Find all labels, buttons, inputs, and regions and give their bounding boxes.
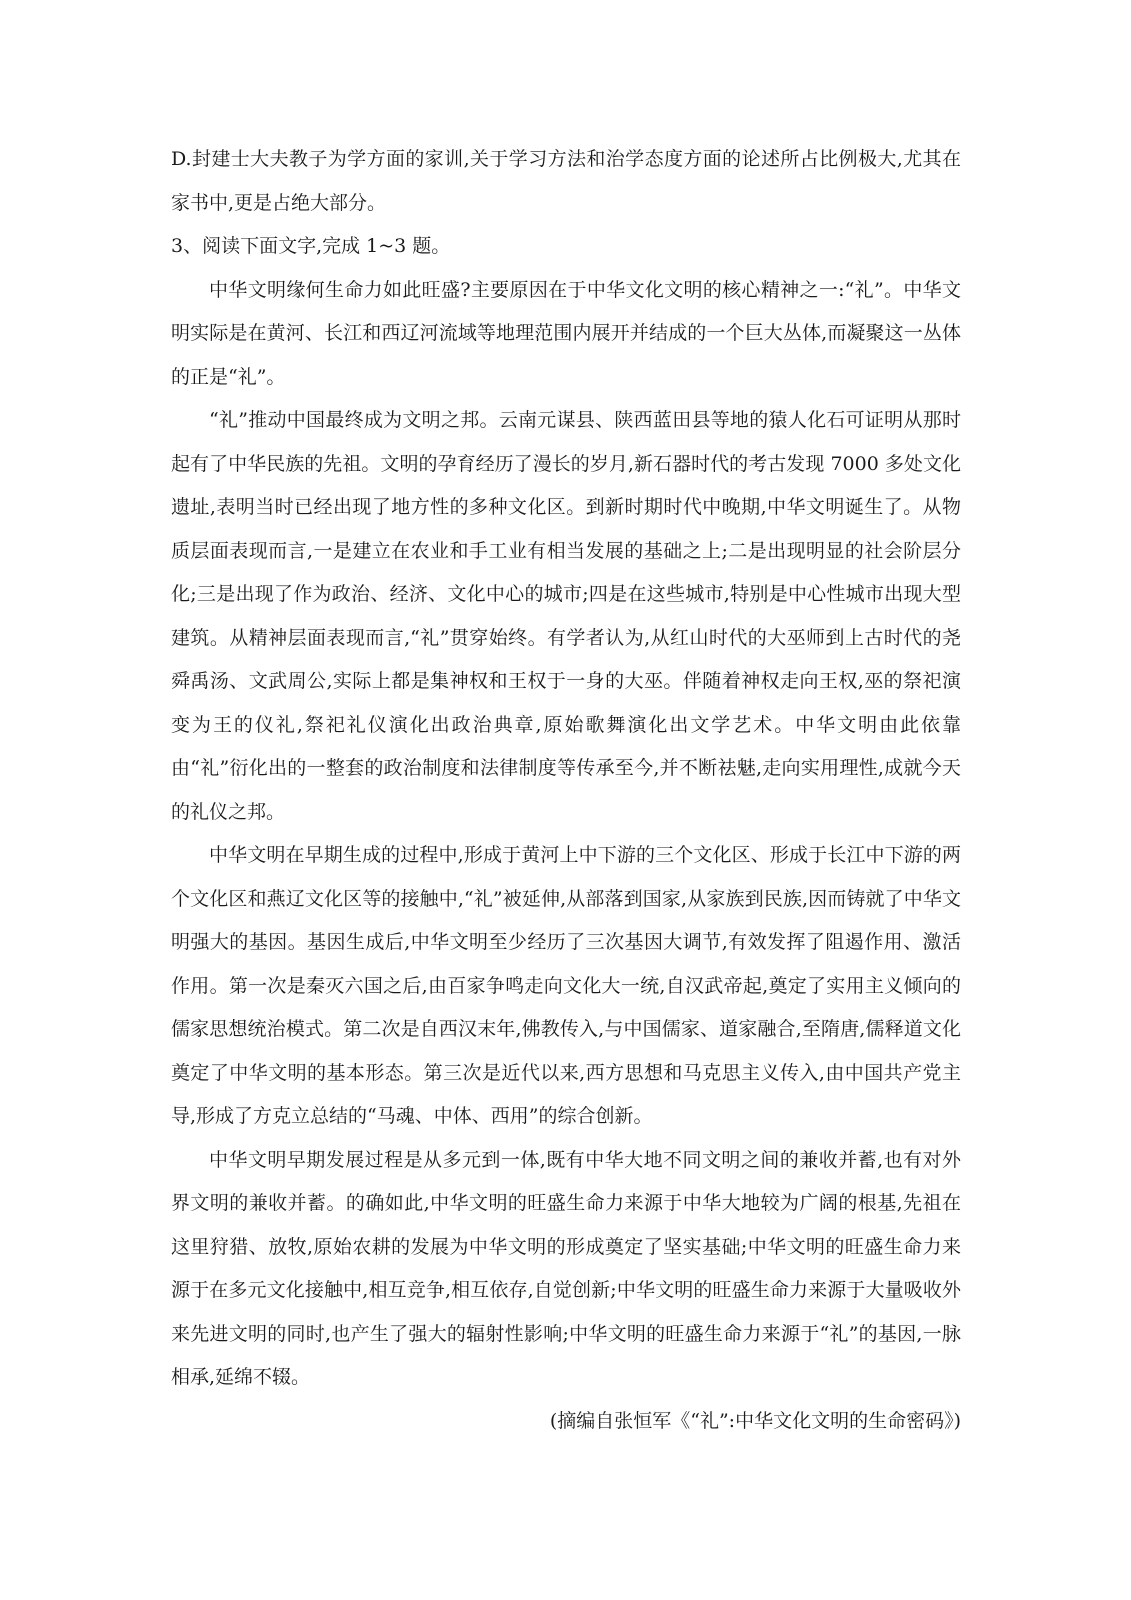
question-title: 3、阅读下面文字,完成 1~3 题。 (171, 235, 451, 257)
document-page (171, 138, 961, 1443)
passage-source: (摘编自张恒军《“礼”:中华文化文明的生命密码》) (549, 1409, 961, 1432)
passage-paragraph: “礼”推动中国最终成为文明之邦。云南元谋县、陕西蓝田县等地的猿人化石可证明从那时起有了中华民族的先祖。文明的孕育经历了漫长的岁月,新石器时代的考古发现 7000 多处文化遗址,表明当时已经出现了地方性的多种文化区。到新时期时代中晚期,中华文明诞生了。从物质层面表现而言,一是建立在农业和手工业有相当发展的基础之上;二是出现明显的社会阶层分化;三是出现了作为政治、经济、文化中心的城市;四是在这些城市,特别是中心性城市出现大型建筑。从精神层面表现而言,“礼”贯穿始终。有学者认为,从红山时代的大巫师到上古时代的尧舜禹汤、文武周公,实际上都是集神权和王权于一身的大巫。伴随着神权走向王权,巫的祭祀演变为王的仪礼,祭祀礼仪演化出政治典章,原始歌舞演化出文学艺术。中华文明由此依靠由“礼”衍化出的一整套的政治制度和法律制度等传承至今,并不断祛魅,走向实用理性,成就今天的礼仪之邦。 (171, 409, 961, 823)
passage-paragraph: 中华文明早期发展过程是从多元到一体,既有中华大地不同文明之间的兼收并蓄,也有对外界文明的兼收并蓄。的确如此,中华文明的旺盛生命力来源于中华大地较为广阔的根基,先祖在这里狩猎、放牧,原始农耕的发展为中华文明的形成奠定了坚实基础;中华文明的旺盛生命力来源于在多元文化接触中,相互竞争,相互依存,自觉创新;中华文明的旺盛生命力来源于大量吸收外来先进文明的同时,也产生了强大的辐射性影响;中华文明的旺盛生命力来源于“礼”的基因,一脉相承,延绵不辍。 (171, 1148, 961, 1388)
option-d-text: D.封建士大夫教子为学方面的家训,关于学习方法和治学态度方面的论述所占比例极大,尤其在家书中,更是占绝大部分。 (171, 148, 961, 214)
passage-paragraph: 中华文明在早期生成的过程中,形成于黄河上中下游的三个文化区、形成于长江中下游的两个文化区和燕辽文化区等的接触中,“礼”被延伸,从部落到国家,从家族到民族,因而铸就了中华文明强大的基因。基因生成后,中华文明至少经历了三次基因大调节,有效发挥了阻遏作用、激活作用。第一次是秦灭六国之后,由百家争鸣走向文化大一统,自汉武帝起,奠定了实用主义倾向的儒家思想统治模式。第二次是自西汉末年,佛教传入,与中国儒家、道家融合,至隋唐,儒释道文化奠定了中华文明的基本形态。第三次是近代以来,西方思想和马克思主义传入,由中国共产党主导,形成了方克立总结的“马魂、中体、西用”的综合创新。 (171, 844, 961, 1127)
passage-paragraph: 中华文明缘何生命力如此旺盛?主要原因在于中华文化文明的核心精神之一:“礼”。中华文明实际是在黄河、长江和西辽河流域等地理范围内展开并结成的一个巨大丛体,而凝聚这一丛体的正是“礼”。 (171, 278, 961, 388)
passage (171, 269, 961, 1444)
